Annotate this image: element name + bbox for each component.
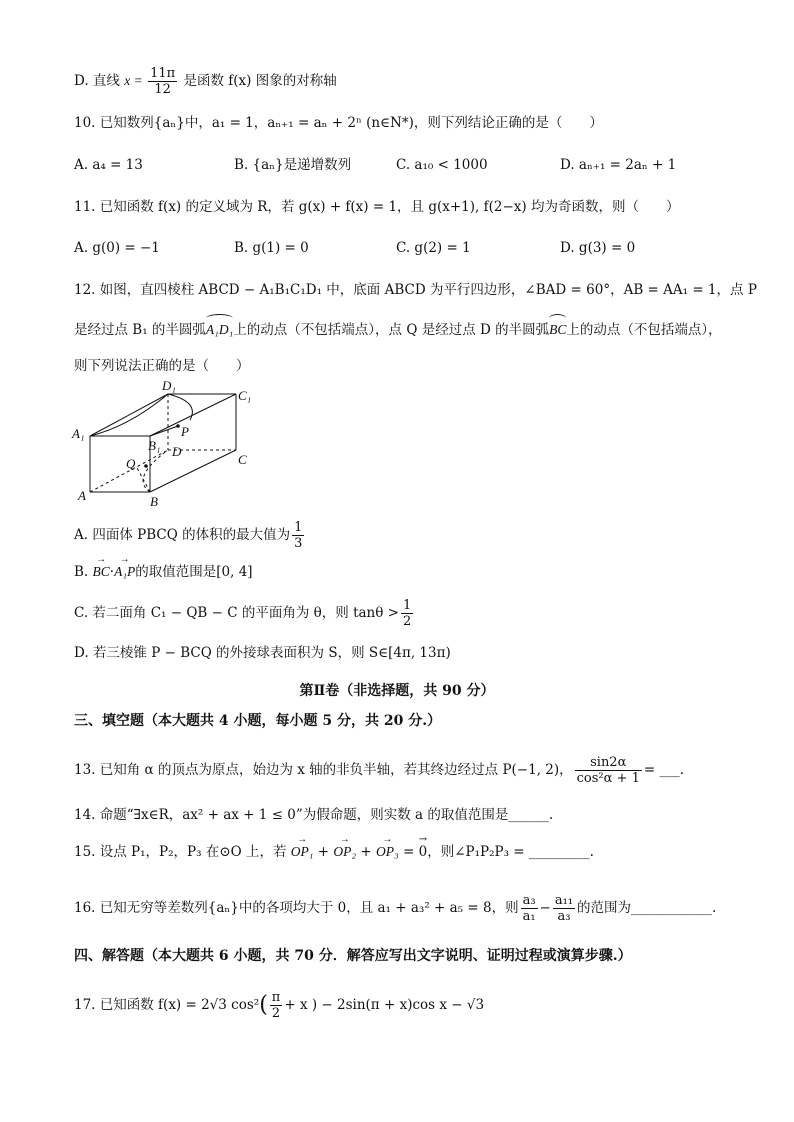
label-d: D xyxy=(172,444,182,459)
q12c-num: 1 xyxy=(402,598,412,613)
section4-title: 四、解答题（本大题共 6 小题，共 70 分．解答应写出文字说明、证明过程或演算步骤.） xyxy=(74,948,632,964)
q12-stem2c: 上的动点（不包括端点）， xyxy=(566,322,722,338)
q16-n1: a₃ xyxy=(522,893,536,908)
prism-figure xyxy=(70,380,260,510)
label-a1: A₁ xyxy=(72,426,85,441)
q17 xyxy=(74,990,484,1021)
q16-d2: a₃ xyxy=(557,909,571,924)
q10-option-a: A. a₄ = 13 xyxy=(74,157,143,173)
q10-option-c: C. a₁₀ < 1000 xyxy=(396,157,488,173)
q11-option-b: B. g(1) = 0 xyxy=(234,240,309,256)
label-c: C xyxy=(238,452,247,467)
q12c-den: 2 xyxy=(402,614,412,629)
q16-pre: 16. 已知无穷等差数列{aₙ}中的各项均大于 0，且 a₁ + a₃² + a₅ = 8，则 xyxy=(74,900,519,916)
q12-arc-bc: BC xyxy=(549,320,566,340)
q9d-fraction xyxy=(148,66,177,97)
q15-pre: 15. 设点 P₁，P₂，P₃ 在⊙O 上，若 xyxy=(74,844,287,860)
q12c-pre: C. 若二面角 C₁ − QB − C 的平面角为 θ，则 tanθ > xyxy=(74,605,399,621)
label-q: Q xyxy=(126,456,136,471)
q17-num: π xyxy=(271,990,281,1005)
q15-eq: = xyxy=(398,844,419,860)
q17-lparen: ( xyxy=(259,992,268,1018)
label-a: A xyxy=(78,488,86,503)
label-d1: D₁ xyxy=(162,380,176,393)
q15-vec-op3: → OP₃ xyxy=(376,842,399,862)
q13 xyxy=(74,755,684,786)
q11-option-a: A. g(0) = −1 xyxy=(74,240,160,256)
part2-title: 第Ⅱ卷（非选择题，共 90 分） xyxy=(299,683,495,699)
q15-plus2: + xyxy=(356,844,377,860)
q12-stem-line2 xyxy=(74,320,722,340)
q12b-pre: B. xyxy=(74,564,89,580)
q16-minus: − xyxy=(539,900,551,916)
q13-post: = ___. xyxy=(643,762,684,778)
q11-option-d: D. g(3) = 0 xyxy=(560,240,636,256)
q11-option-c: C. g(2) = 1 xyxy=(396,240,471,256)
label-c1: C₁ xyxy=(238,388,252,403)
q12c-fraction xyxy=(401,598,413,629)
q12-option-a xyxy=(74,520,306,551)
label-p: P xyxy=(181,424,189,439)
q12-stem2b: 上的动点（不包括端点），点 Q 是经过点 D 的半圆弧 xyxy=(233,322,550,338)
q9-option-d xyxy=(74,66,337,97)
q10-stem: 10. 已知数列{aₙ}中，a₁ = 1，aₙ₊₁ = aₙ + 2ⁿ (n∈N*)，则下列结论正确的是（ ） xyxy=(74,115,603,131)
q16-d1: a₁ xyxy=(522,909,536,924)
q16-n2: a₁₁ xyxy=(554,893,574,908)
q15-vec-op1: → OP₁ xyxy=(291,842,314,862)
q13-den: cos²α + 1 xyxy=(576,771,640,786)
q10-option-d: D. aₙ₊₁ = 2aₙ + 1 xyxy=(560,157,677,173)
q16 xyxy=(74,893,716,924)
q12b-dot: · xyxy=(109,564,115,580)
q12b-vec-a1p: → A₁P xyxy=(114,562,135,582)
label-b1: B₁ xyxy=(148,438,161,453)
q12a-fraction xyxy=(292,520,304,551)
q9d-den: 12 xyxy=(154,82,171,97)
q9d-label: D. 直线 xyxy=(74,73,120,89)
q12a-den: 3 xyxy=(294,536,303,551)
q12-option-c xyxy=(74,598,415,629)
q13-num: sin2α xyxy=(575,755,642,771)
q17-post: + x ) − 2sin(π + x)cos x − √3 xyxy=(284,997,485,1013)
q17-den: 2 xyxy=(271,1006,281,1021)
q15-vec-op2: → OP₂ xyxy=(333,842,356,862)
label-b: B xyxy=(150,494,158,509)
q15-post: ，则∠P₁P₂P₃ = _________. xyxy=(427,844,594,860)
q14: 14. 命题“∃x∈R，ax² + ax + 1 ≤ 0”为假命题，则实数 a 的取值范围是______. xyxy=(74,807,554,823)
q12-arc-a1d1: A₁D₁ xyxy=(206,320,233,340)
q12b-vec-bc: → BC xyxy=(93,562,110,582)
section3-title: 三、填空题（本大题共 4 小题，每小题 5 分，共 20 分.） xyxy=(74,713,442,729)
q12a-pre: A. 四面体 PBCQ 的体积的最大值为 xyxy=(74,527,291,543)
q11-stem: 11. 已知函数 f(x) 的定义域为 R，若 g(x) + f(x) = 1，且 g(x+1), f(2−x) 均为奇函数，则（ ） xyxy=(74,199,680,215)
q12a-num: 1 xyxy=(294,520,303,535)
q16-fraction2 xyxy=(553,893,575,924)
q9d-tail: 是函数 f(x) 图象的对称轴 xyxy=(183,73,337,89)
q9d-eq: x = xyxy=(124,73,147,88)
q13-pre: 13. 已知角 α 的顶点为原点，始边为 x 轴的非负半轴，若其终边经过点 P(−1, 2)， xyxy=(74,762,573,778)
q12-stem-line3: 则下列说法正确的是（ ） xyxy=(74,358,250,374)
q15 xyxy=(74,842,594,862)
q13-fraction xyxy=(575,755,642,786)
q16-fraction1 xyxy=(521,893,538,924)
q12-stem-line1: 12. 如图，直四棱柱 ABCD − A₁B₁C₁D₁ 中，底面 ABCD 为平行四边形，∠BAD = 60°，AB = AA₁ = 1，点 P xyxy=(74,282,757,298)
q9d-num: 11π xyxy=(150,66,176,81)
q12-option-b xyxy=(74,562,253,582)
q17-fraction xyxy=(270,990,283,1021)
q15-vec-zero: → 0 xyxy=(419,842,428,862)
q12-option-d: D. 若三棱锥 P − BCQ 的外接球表面积为 S，则 S∈[4π, 13π) xyxy=(74,645,451,661)
q17-pre: 17. 已知函数 f(x) = 2√3 cos² xyxy=(74,997,260,1013)
q10-option-b: B. {aₙ}是递增数列 xyxy=(234,157,352,173)
q12b-post: 的取值范围是[0, 4] xyxy=(135,564,253,580)
q15-plus1: + xyxy=(313,844,334,860)
q16-post: 的范围为____________. xyxy=(577,900,717,916)
q12-stem2a: 是经过点 B₁ 的半圆弧 xyxy=(74,322,206,338)
